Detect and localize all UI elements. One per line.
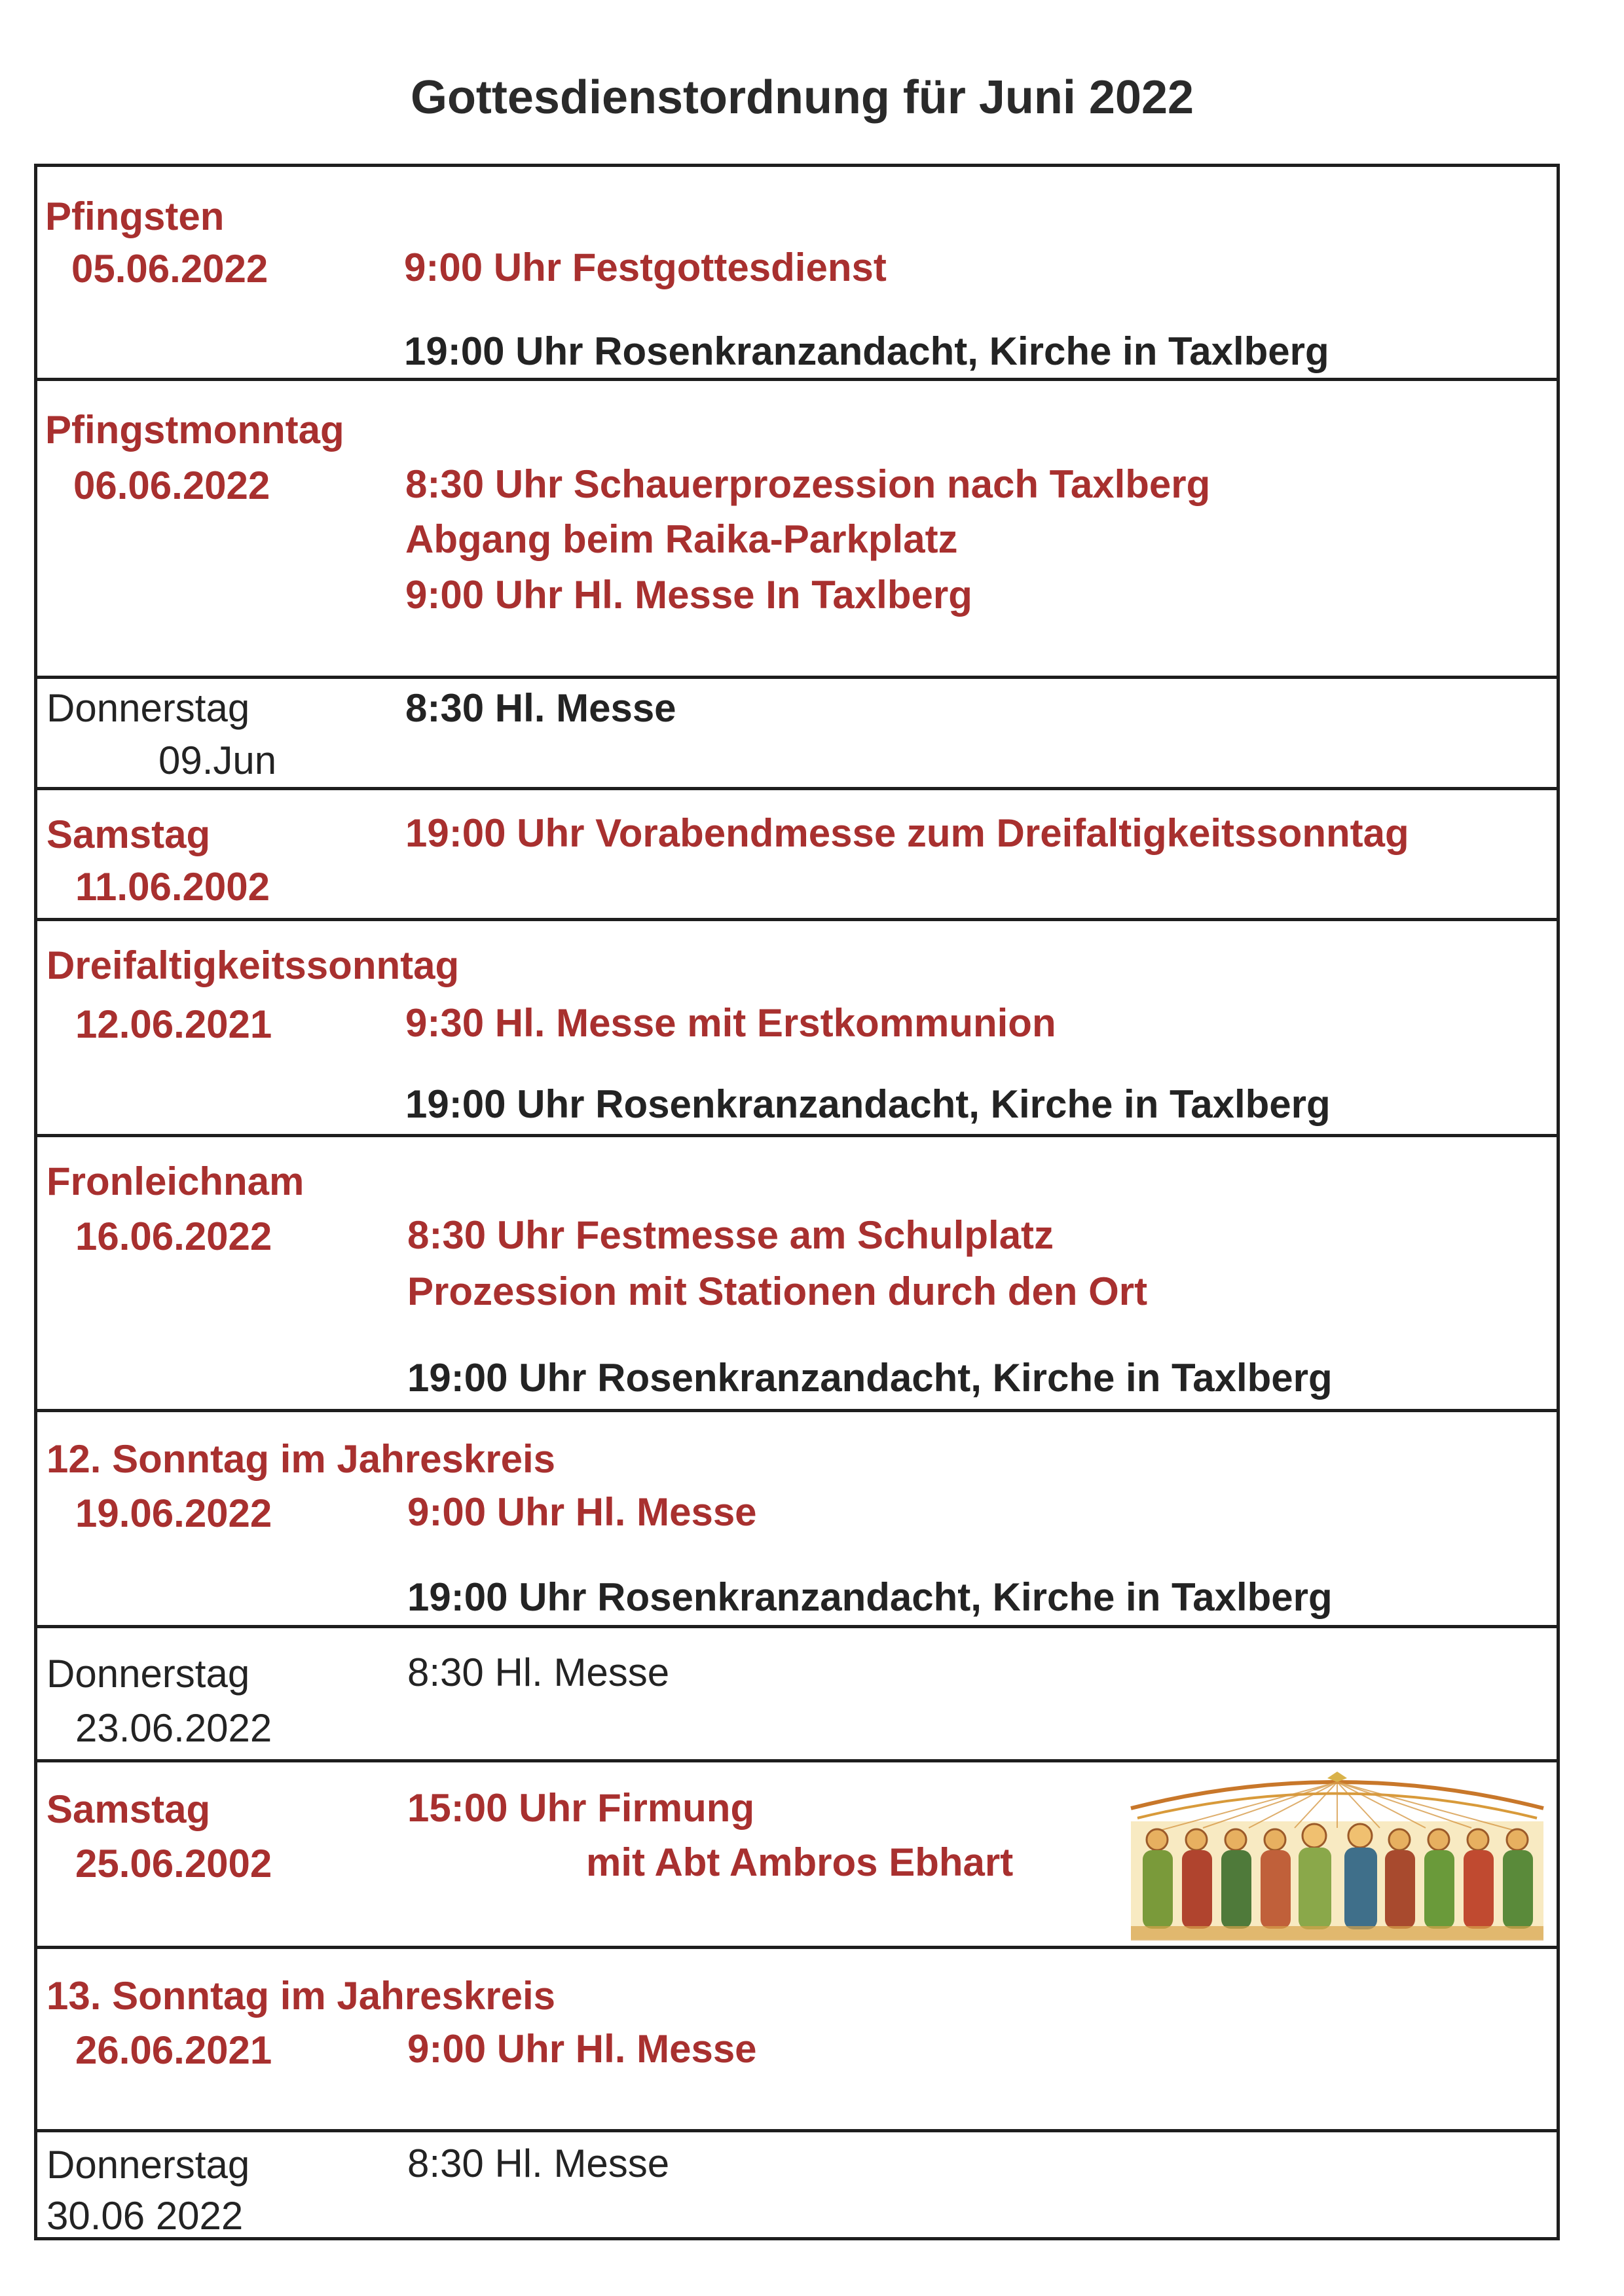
pentecost-artwork-svg <box>1118 1762 1557 1946</box>
row-date: 09.Jun <box>158 738 277 782</box>
row-event: 8:30 Hl. Messe <box>407 2141 670 2185</box>
row-date: 30.06 2022 <box>46 2194 244 2238</box>
schedule-row-dreifaltigkeitssonntag <box>37 921 1557 1137</box>
row-day: Samstag <box>46 1787 211 1831</box>
row-event: 8:30 Hl. Messe <box>407 1650 670 1694</box>
row-date: 16.06.2022 <box>75 1214 272 1258</box>
row-event: 15:00 Uhr Firmung <box>407 1786 755 1830</box>
row-date: 06.06.2022 <box>73 464 270 507</box>
row-event: 8:30 Uhr Festmesse am Schulplatz <box>407 1213 1054 1257</box>
row-date: 25.06.2002 <box>75 1842 272 1886</box>
row-event: mit Abt Ambros Ebhart <box>586 1840 1014 1884</box>
row-day: Fronleichnam <box>46 1159 304 1203</box>
row-date: 11.06.2002 <box>75 865 270 909</box>
schedule-row-13-sonntag <box>37 1949 1557 2132</box>
row-event: 8:30 Hl. Messe <box>405 686 676 730</box>
row-event: 9:00 Uhr Hl. Messe In Taxlberg <box>405 573 972 617</box>
row-event: 9:30 Hl. Messe mit Erstkommunion <box>405 1001 1056 1045</box>
row-date: 05.06.2022 <box>71 247 268 291</box>
row-event: Prozession mit Stationen durch den Ort <box>407 1269 1148 1313</box>
row-event: 9:00 Uhr Hl. Messe <box>407 1490 757 1534</box>
row-event: 9:00 Uhr Hl. Messe <box>407 2027 757 2071</box>
schedule-row-donnerstag-2 <box>37 1628 1557 1762</box>
schedule-row-donnerstag-1 <box>37 679 1557 790</box>
row-day: Pfingsten <box>45 194 225 238</box>
schedule-row-pfingstmonntag <box>37 381 1557 679</box>
row-event: 8:30 Uhr Schauerprozession nach Taxlberg <box>405 462 1211 506</box>
row-day: Donnerstag <box>46 2143 250 2187</box>
row-day: Donnerstag <box>46 1652 250 1696</box>
schedule-row-samstag-firmung <box>37 1762 1557 1949</box>
row-day: 13. Sonntag im Jahreskreis <box>46 1974 556 2018</box>
schedule-row-donnerstag-3 <box>37 2132 1557 2237</box>
row-day: Samstag <box>46 812 211 856</box>
row-date: 12.06.2021 <box>75 1002 272 1046</box>
page-title: Gottesdienstordnung für Juni 2022 <box>410 71 1194 124</box>
service-schedule-table <box>34 164 1560 2240</box>
schedule-row-fronleichnam <box>37 1137 1557 1412</box>
row-day: Pfingstmonntag <box>45 408 344 452</box>
row-date: 26.06.2021 <box>75 2028 272 2072</box>
row-day: 12. Sonntag im Jahreskreis <box>46 1437 556 1481</box>
row-event-extra: 19:00 Uhr Rosenkranzandacht, Kirche in Taxlberg <box>407 1356 1333 1400</box>
row-event-extra: 19:00 Uhr Rosenkranzandacht, Kirche in Taxlberg <box>405 1082 1331 1126</box>
schedule-row-pfingsten <box>37 167 1557 381</box>
row-event-extra: 19:00 Uhr Rosenkranzandacht, Kirche in Taxlberg <box>407 1575 1333 1619</box>
row-event: 9:00 Uhr Festgottesdienst <box>404 246 887 289</box>
schedule-row-samstag-1 <box>37 790 1557 921</box>
row-event: Abgang beim Raika-Parkplatz <box>405 517 958 561</box>
row-day: Dreifaltigkeitssonntag <box>46 943 460 987</box>
row-day: Donnerstag <box>46 686 250 730</box>
row-event: 19:00 Uhr Vorabendmesse zum Dreifaltigkeitssonntag <box>405 811 1409 855</box>
schedule-row-12-sonntag <box>37 1412 1557 1628</box>
pentecost-artwork-image <box>1118 1762 1557 1946</box>
row-date: 19.06.2022 <box>75 1491 272 1535</box>
row-date: 23.06.2022 <box>75 1706 272 1750</box>
row-event-extra: 19:00 Uhr Rosenkranzandacht, Kirche in Taxlberg <box>404 329 1329 373</box>
